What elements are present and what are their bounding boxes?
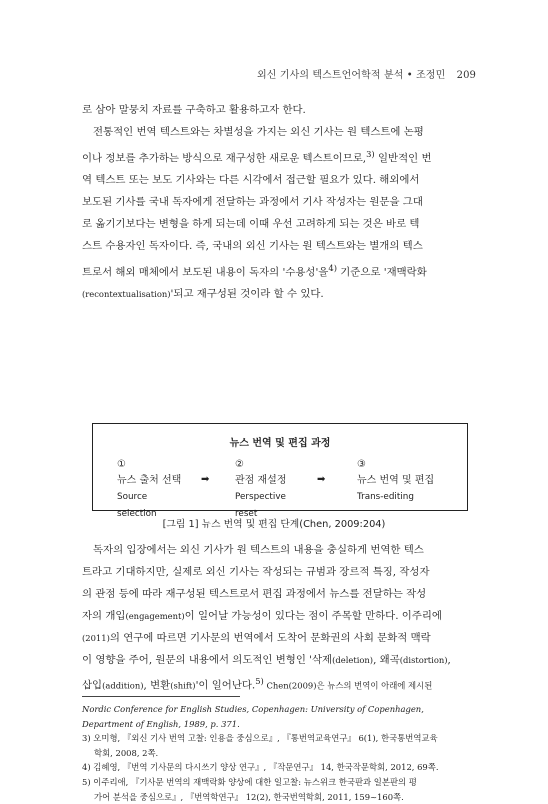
- footnote-ref-3: 3): [366, 148, 375, 159]
- step-label-en: Trans-editing: [357, 492, 414, 502]
- footnote-text: 3) 오미형, 『외신 기사 번역 고찰: 인용을 중심으로』, 『통번역교육연구』 6(1), 한국통번역교육: [82, 733, 438, 744]
- footnotes: [82, 702, 474, 804]
- step-label-ko: 관점 재설정: [235, 475, 287, 486]
- body-paragraph-1: [82, 100, 474, 306]
- footnote-text: 5) 이주리애, 『기사문 번역의 재맥락화 양상에 대한 일고찰: 뉴스위크 한국판과 일본판의 평: [82, 776, 417, 787]
- text-span: Chen(2009)은 뉴스의 번역이 아래에 제시된: [263, 680, 433, 691]
- figure-step-2: [235, 457, 286, 523]
- running-header: [257, 66, 476, 81]
- step-number: ③: [357, 459, 366, 470]
- step-label-en: selection: [117, 509, 157, 519]
- text-line: [82, 671, 474, 697]
- footnote-4: 4) 김혜영, 『번역 기사문의 다시쓰기 양상 연구』, 『작문연구』 14, 한국작문학회, 2012, 69쪽.: [82, 762, 439, 773]
- page-number: 209: [456, 70, 476, 81]
- footnote-text: 학회, 2008, 2쪽.: [94, 747, 159, 758]
- text-span: ,: [447, 653, 451, 666]
- text-span: (addition): [102, 680, 144, 691]
- text-line: 보도된 기사를 국내 독자에게 전달하는 과정에서 기사 작성자는 원문을 그대: [82, 196, 423, 209]
- footnote-text: 가어 분석을 중심으로』, 『번역학연구』 12(2), 한국번역학회, 2011, 159~160쪽.: [94, 791, 404, 802]
- text-span: '되고 재구성된 것이라 할 수 있다.: [170, 288, 324, 301]
- step-number: ②: [235, 459, 244, 470]
- figure-step-1: [117, 457, 181, 523]
- footnote-ref-5: 5): [255, 676, 264, 687]
- text-line: [82, 258, 474, 284]
- text-span: 의 연구에 따르면 기사문의 번역에서 도착어 문화권의 사회 문화적 맥락: [109, 631, 431, 644]
- text-span: 자의 개입: [82, 609, 126, 622]
- text-span: (engagement): [125, 610, 185, 621]
- footnote-divider: [82, 696, 240, 697]
- arrow-right-icon: ➡: [317, 474, 326, 485]
- text-line: [82, 628, 474, 650]
- step-label-ko: 뉴스 번역 및 편집: [357, 475, 435, 486]
- text-span: '이 일어난다.: [195, 679, 256, 692]
- footnote-ref-4: 4): [328, 262, 337, 273]
- text-span: 기준으로 '재맥락화: [336, 266, 427, 279]
- figure-1-box: [92, 423, 468, 519]
- footnote-continuation: [82, 702, 474, 731]
- step-label-en: reset: [235, 509, 258, 519]
- text-span: (shift): [170, 680, 196, 691]
- text-line: 의 관점 등에 따라 재구성된 텍스트로서 편집 과정에서 뉴스를 전달하는 작성: [82, 587, 427, 600]
- step-label-en: Perspective: [235, 492, 286, 502]
- text-line: [82, 284, 474, 306]
- text-span: 이 영향을 주어, 원문의 내용에서 의도적인 변형인 '삭제: [82, 653, 333, 666]
- body-paragraph-2: [82, 540, 474, 698]
- step-number: ①: [117, 459, 126, 470]
- text-span: (2011): [82, 632, 110, 643]
- text-line: [82, 144, 474, 170]
- text-span: 삽입: [82, 679, 103, 692]
- text-span: (distortion): [399, 654, 448, 665]
- footnote-3: [82, 731, 474, 760]
- step-label-en: Source: [117, 492, 148, 502]
- figure-title: 뉴스 번역 및 편집 과정: [229, 438, 331, 449]
- text-line: [82, 606, 474, 628]
- text-span: 이나 정보를 추가하는 방식으로 재구성한 새로운 텍스트이므로,: [82, 152, 367, 165]
- text-span: 트로서 해외 매체에서 보도된 내용이 독자의 '수용성'을: [82, 266, 329, 279]
- text-line: 독자의 입장에서는 외신 기사가 원 텍스트의 내용을 충실하게 번역한 텍스: [93, 544, 424, 556]
- text-span: (recontextualisation): [82, 289, 171, 300]
- text-line: 스트 수용자인 독자이다. 즉, 국내의 외신 기사는 원 텍스트와는 별개의 텍스: [82, 239, 423, 252]
- arrow-right-icon: ➡: [201, 474, 210, 485]
- running-title: 외신 기사의 텍스트언어학적 분석 • 조정민: [257, 70, 446, 81]
- text-span: (deletion): [332, 654, 374, 665]
- text-line: 로 삼아 말뭉치 자료를 구축하고 활용하고자 한다.: [82, 104, 306, 116]
- footnote-text: Nordic Conference for English Studies, Copenhagen: University of Copenhagen, Department of English, 1989, p. 371.: [82, 704, 424, 729]
- text-line: 역 텍스트 또는 보도 기사와는 다른 시각에서 접근할 필요가 있다. 해외에서: [82, 174, 420, 187]
- text-span: , 변환: [143, 679, 171, 692]
- text-line: 트라고 기대하지만, 실제로 외신 기사는 작성되는 규범과 장르적 특징, 작성자: [82, 565, 430, 578]
- step-label-ko: 뉴스 출처 선택: [117, 475, 182, 486]
- text-span: 일반적인 번: [374, 152, 432, 165]
- text-line: 로 옮기기보다는 변형을 하게 되는데 이때 우선 고려하게 되는 것은 바로 텍: [82, 218, 420, 230]
- text-span: 이 일어날 가능성이 있다는 점이 주목할 만하다. 이주리에: [184, 609, 442, 622]
- text-span: , 왜곡: [373, 653, 400, 666]
- text-line: [82, 650, 474, 672]
- text-line: 전통적인 번역 텍스트와는 차별성을 가지는 외신 기사는 원 텍스트에 논평: [93, 125, 424, 138]
- figure-caption: [그림 1] 뉴스 번역 및 편집 단계(Chen, 2009:204): [162, 519, 386, 530]
- figure-step-3: [357, 457, 434, 506]
